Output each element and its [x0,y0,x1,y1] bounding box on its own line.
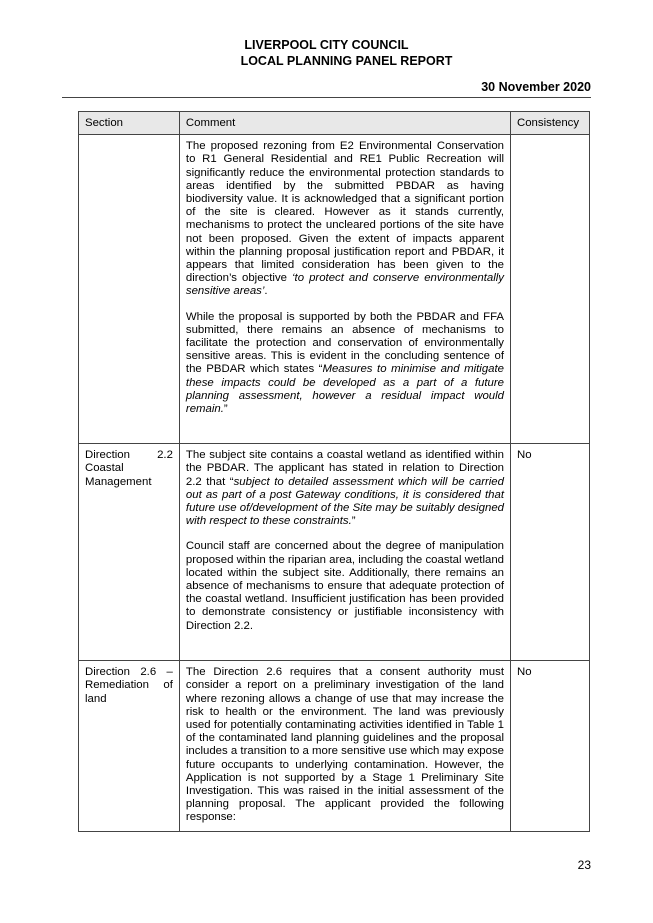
comment-quote: ‘to protect and conserve environmentally sensitive areas’ [185,272,504,298]
comment-paragraph: The Direction 2.6 requires that a consent authority must consider a report on a preliminary investigation of the land where rezoning allows a change of use that may increase the risk to health or the environment. The land was previously used for potentially contaminating activities identified in Table 1 of the contaminated land planning guidelines and the proposal includes a transition to a more sensitive use which may expose future occupants to underlying contamination. However, the Application is not supported by a Stage 1 Preliminary Site Investigation. This was raised in the initial assessment of the planning proposal. The applicant provided the following response: [185,666,504,824]
table-row [79,135,590,444]
consistency-cell: No [511,661,590,832]
consistency-cell [511,135,590,444]
consistency-cell: No [511,444,590,661]
comment-paragraph [186,311,504,417]
comment-text: While the proposal is supported by both the PBDAR and FFA submitted, there remains an absence of mechanisms to facilitate the protection and conservation of environmentally sensitive areas. This is evident in the concluding sentence of the PBDAR which states “ [185,310,504,376]
comment-paragraph: Council staff are concerned about the degree of manipulation proposed within the riparian area, including the coastal wetland located within the subject site. Additionally, there remains an absence of mechanisms to ensure that adequate protection of the coastal wetland. Insufficient justification has been provided to demonstrate consistency or justifiable inconsistency with Direction 2.2. [185,540,504,632]
column-header-consistency: Consistency [511,112,590,135]
column-header-comment: Comment [179,112,510,135]
section-cell: Direction 2.6 – Remediation of land [79,661,180,832]
report-date: 30 November 2020 [481,80,591,94]
comment-text: ” [223,403,228,416]
comment-text: The proposed rezoning from E2 Environmental Conservation to R1 General Residential and RE1 Public Recreation will significantly reduce the environmental protection standards to areas identified by the submitted PBDAR as having biodiversity value. It is acknowledged that a significant portion of the site is cleared. However as it stands currently, mechanisms to protect the uncleared portions of the site have not been proposed. Given the extent of impacts apparent within the planning proposal justification report and PBDAR, it appears that limited consideration has been given to the direction’s objective [185,140,504,285]
table-header-row [79,112,590,135]
comment-text: The subject site contains a coastal wetland as identified within the PBDAR. The applicant has stated in relation to Direction 2.2 that “ [185,449,504,488]
comment-quote: subject to detailed assessment which will be carried out as part of a post Gateway conditions, it is considered that future use of/development of the Site may be suitably designed with respect to these constraints. [185,475,504,528]
comment-paragraph [186,140,504,298]
comment-cell [179,444,510,661]
section-cell [79,135,180,444]
report-title: LOCAL PLANNING PANEL REPORT [240,54,453,68]
council-name: LIVERPOOL CITY COUNCIL [244,38,409,52]
comment-cell [179,135,510,444]
column-header-section: Section [79,112,180,135]
header-rule [62,97,591,98]
table-row [79,661,590,832]
comment-text: . [264,285,268,298]
consistency-table [78,111,590,832]
page-number: 23 [577,858,591,872]
comment-quote: Measures to minimise and mitigate these impacts could be developed as a part of a future planning assessment, however a residual impact would remain. [185,363,505,416]
comment-paragraph [186,449,504,528]
comment-cell [179,661,510,832]
table-row [79,444,590,661]
comment-text: ” [351,515,356,528]
section-cell: Direction 2.2 Coastal Management [79,444,180,661]
